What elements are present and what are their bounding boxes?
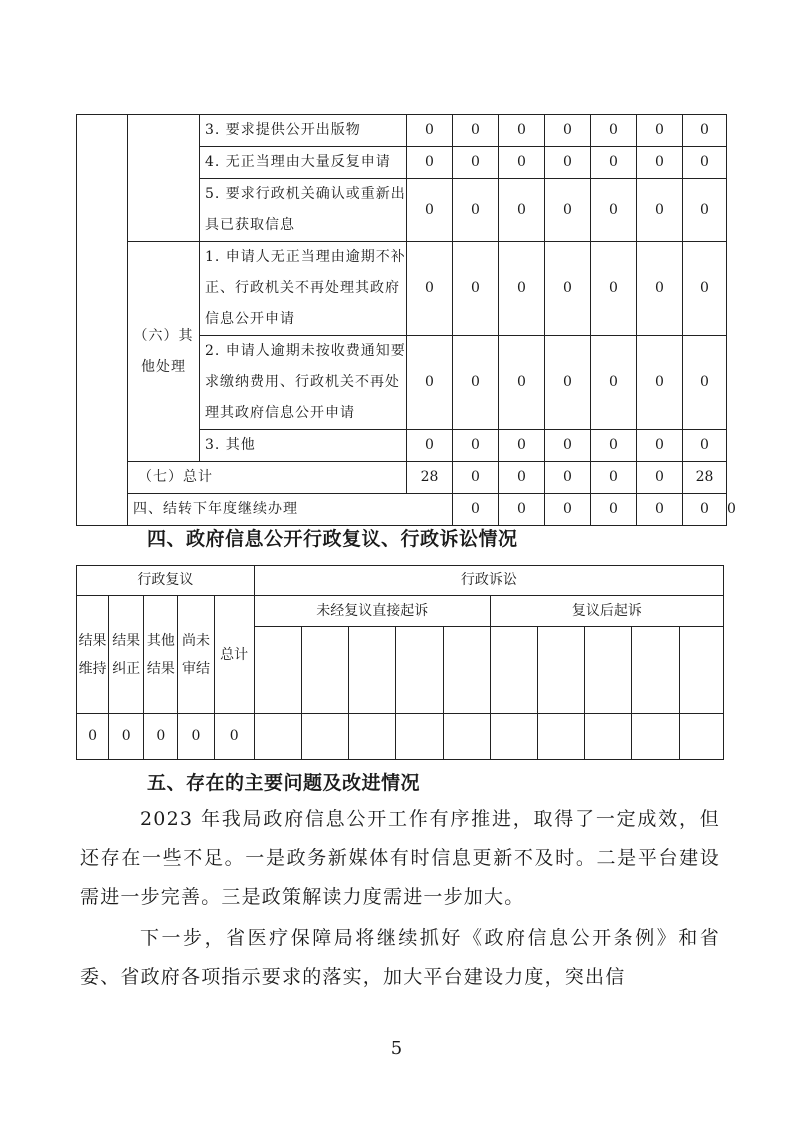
cell-value: 0 bbox=[683, 115, 727, 147]
blank-cell bbox=[349, 714, 396, 760]
table-header-row bbox=[77, 596, 724, 627]
cell-value: 28 bbox=[683, 462, 727, 494]
blank-cell bbox=[490, 714, 537, 760]
cell-value: 0 bbox=[637, 147, 683, 179]
cell-value: 0 bbox=[407, 179, 453, 242]
cell-value: 0 bbox=[683, 336, 727, 430]
blank-cell bbox=[254, 627, 301, 714]
cell-value: 0 bbox=[407, 336, 453, 430]
cell-value: 0 bbox=[499, 179, 545, 242]
table-row bbox=[77, 714, 724, 760]
table-row-carryover: 四、结转下年度继续办理 0 0 0 0 0 0 0 bbox=[77, 494, 727, 526]
cell-value: 0 bbox=[214, 714, 254, 760]
cell-value: 0 bbox=[499, 430, 545, 462]
table-row bbox=[77, 242, 727, 336]
blank-cell bbox=[254, 714, 301, 760]
col-other-result: 其他结果 bbox=[144, 596, 178, 714]
cell-value: 0 bbox=[545, 242, 591, 336]
cell-value: 28 bbox=[407, 462, 453, 494]
cell-value: 0 bbox=[545, 336, 591, 430]
row-label: 3. 要求提供公开出版物 bbox=[200, 115, 407, 147]
blank-cell bbox=[301, 627, 348, 714]
row-label: 2. 申请人逾期未按收费通知要求缴纳费用、行政机关不再处理其政府信息公开申请 bbox=[200, 336, 407, 430]
cell-value: 0 bbox=[407, 242, 453, 336]
page-number: 5 bbox=[390, 1038, 403, 1059]
cell-value: 0 bbox=[499, 494, 545, 526]
paragraph-2: 下一步，省医疗保障局将继续抓好《政府信息公开条例》和省委、省政府各项指示要求的落实，加大平台建设力度，突出信 bbox=[80, 927, 720, 988]
cell-value: 0 bbox=[453, 430, 499, 462]
cell-value: 0 bbox=[591, 147, 637, 179]
blank-cell bbox=[585, 627, 632, 714]
processing-results-table bbox=[76, 114, 736, 526]
cell-value: 0 bbox=[453, 179, 499, 242]
blank-cell bbox=[585, 714, 632, 760]
table-header-row bbox=[77, 566, 724, 596]
paragraph-1: 2023 年我局政府信息公开工作有序推进，取得了一定成效，但还存在一些不足。一是政务新媒体有时信息更新不及时。二是平台建设需进一步完善。三是政策解读力度需进一步加大。 bbox=[80, 808, 720, 908]
cell-value: 0 bbox=[683, 430, 727, 462]
row-label: 3. 其他 bbox=[200, 430, 407, 462]
cell-value: 0 bbox=[591, 462, 637, 494]
blank-cell bbox=[301, 714, 348, 760]
blank-cell bbox=[443, 627, 490, 714]
cell-value: 0 bbox=[453, 147, 499, 179]
cell-value: 0 bbox=[407, 147, 453, 179]
col-result-corrected: 结果纠正 bbox=[109, 596, 144, 714]
cell-value: 0 bbox=[683, 242, 727, 336]
col-result-maintained: 结果维持 bbox=[77, 596, 109, 714]
direct-suit-header: 未经复议直接起诉 bbox=[254, 596, 490, 627]
cell-value: 0 bbox=[591, 494, 637, 526]
row-label: 4. 无正当理由大量反复申请 bbox=[200, 147, 407, 179]
cell-value: 0 bbox=[683, 179, 727, 242]
row-label: 5. 要求行政机关确认或重新出具已获取信息 bbox=[200, 179, 407, 242]
blank-cell bbox=[632, 714, 679, 760]
blank-cell bbox=[632, 627, 679, 714]
carryover-label: 四、结转下年度继续办理 bbox=[128, 494, 453, 526]
cell-value: 0 bbox=[637, 336, 683, 430]
cell-value: 0 bbox=[453, 115, 499, 147]
section-4-heading: 四、政府信息公开行政复议、行政诉讼情况 bbox=[147, 528, 518, 550]
review-litigation-table bbox=[76, 565, 724, 760]
blank-cell bbox=[443, 714, 490, 760]
cell-value: 0 bbox=[499, 115, 545, 147]
cell-value: 0 bbox=[453, 336, 499, 430]
col-pending: 尚未审结 bbox=[178, 596, 214, 714]
cell-value: 0 bbox=[545, 147, 591, 179]
row-label: 1. 申请人无正当理由逾期不补正、行政机关不再处理其政府信息公开申请 bbox=[200, 242, 407, 336]
after-review-header: 复议后起诉 bbox=[490, 596, 723, 627]
cell-value: 0 bbox=[545, 115, 591, 147]
blank-cell bbox=[128, 115, 200, 242]
cell-value: 0 bbox=[591, 242, 637, 336]
cell-value: 0 bbox=[453, 242, 499, 336]
blank-cell bbox=[396, 714, 443, 760]
cell-value: 0 bbox=[499, 336, 545, 430]
cell-value: 0 bbox=[545, 179, 591, 242]
cell-value: 0 bbox=[591, 179, 637, 242]
blank-cell bbox=[396, 627, 443, 714]
cell-value: 0 bbox=[637, 179, 683, 242]
cell-value: 0 bbox=[407, 115, 453, 147]
cell-value: 0 bbox=[545, 494, 591, 526]
cell-value: 0 bbox=[637, 462, 683, 494]
cell-value: 0 bbox=[637, 242, 683, 336]
table-row-total bbox=[77, 462, 727, 494]
cell-value: 0 bbox=[591, 115, 637, 147]
cell-value: 0 bbox=[109, 714, 144, 760]
blank-cell bbox=[349, 627, 396, 714]
cell-value: 0 bbox=[637, 115, 683, 147]
cell-value: 0 bbox=[683, 147, 727, 179]
blank-cell bbox=[538, 714, 585, 760]
review-header: 行政复议 bbox=[77, 566, 255, 596]
blank-cell bbox=[679, 714, 723, 760]
cell-value: 0 bbox=[407, 430, 453, 462]
section-5-heading: 五、存在的主要问题及改进情况 bbox=[147, 772, 421, 794]
cell-value: 0 bbox=[499, 462, 545, 494]
cell-value: 0 bbox=[591, 430, 637, 462]
cell-value: 0 bbox=[144, 714, 178, 760]
blank-cell bbox=[490, 627, 537, 714]
cell-value: 0 bbox=[545, 430, 591, 462]
cell-value: 0 bbox=[545, 462, 591, 494]
cell-value: 0 bbox=[499, 147, 545, 179]
total-label: （七）总计 bbox=[128, 462, 407, 494]
col-total: 总计 bbox=[214, 596, 254, 714]
cell-value: 0 bbox=[178, 714, 214, 760]
litigation-header: 行政诉讼 bbox=[254, 566, 723, 596]
blank-cell bbox=[77, 115, 128, 526]
cell-value: 0 bbox=[683, 494, 727, 526]
blank-cell bbox=[679, 627, 723, 714]
cell-value: 0 bbox=[453, 494, 499, 526]
cell-value: 0 bbox=[637, 494, 683, 526]
table-row bbox=[77, 115, 727, 147]
group-label-other: （六）其他处理 bbox=[128, 242, 200, 462]
cell-value: 0 bbox=[77, 714, 109, 760]
cell-value: 0 bbox=[591, 336, 637, 430]
cell-value: 0 bbox=[453, 462, 499, 494]
cell-value: 0 bbox=[637, 430, 683, 462]
cell-value: 0 bbox=[499, 242, 545, 336]
blank-cell bbox=[538, 627, 585, 714]
